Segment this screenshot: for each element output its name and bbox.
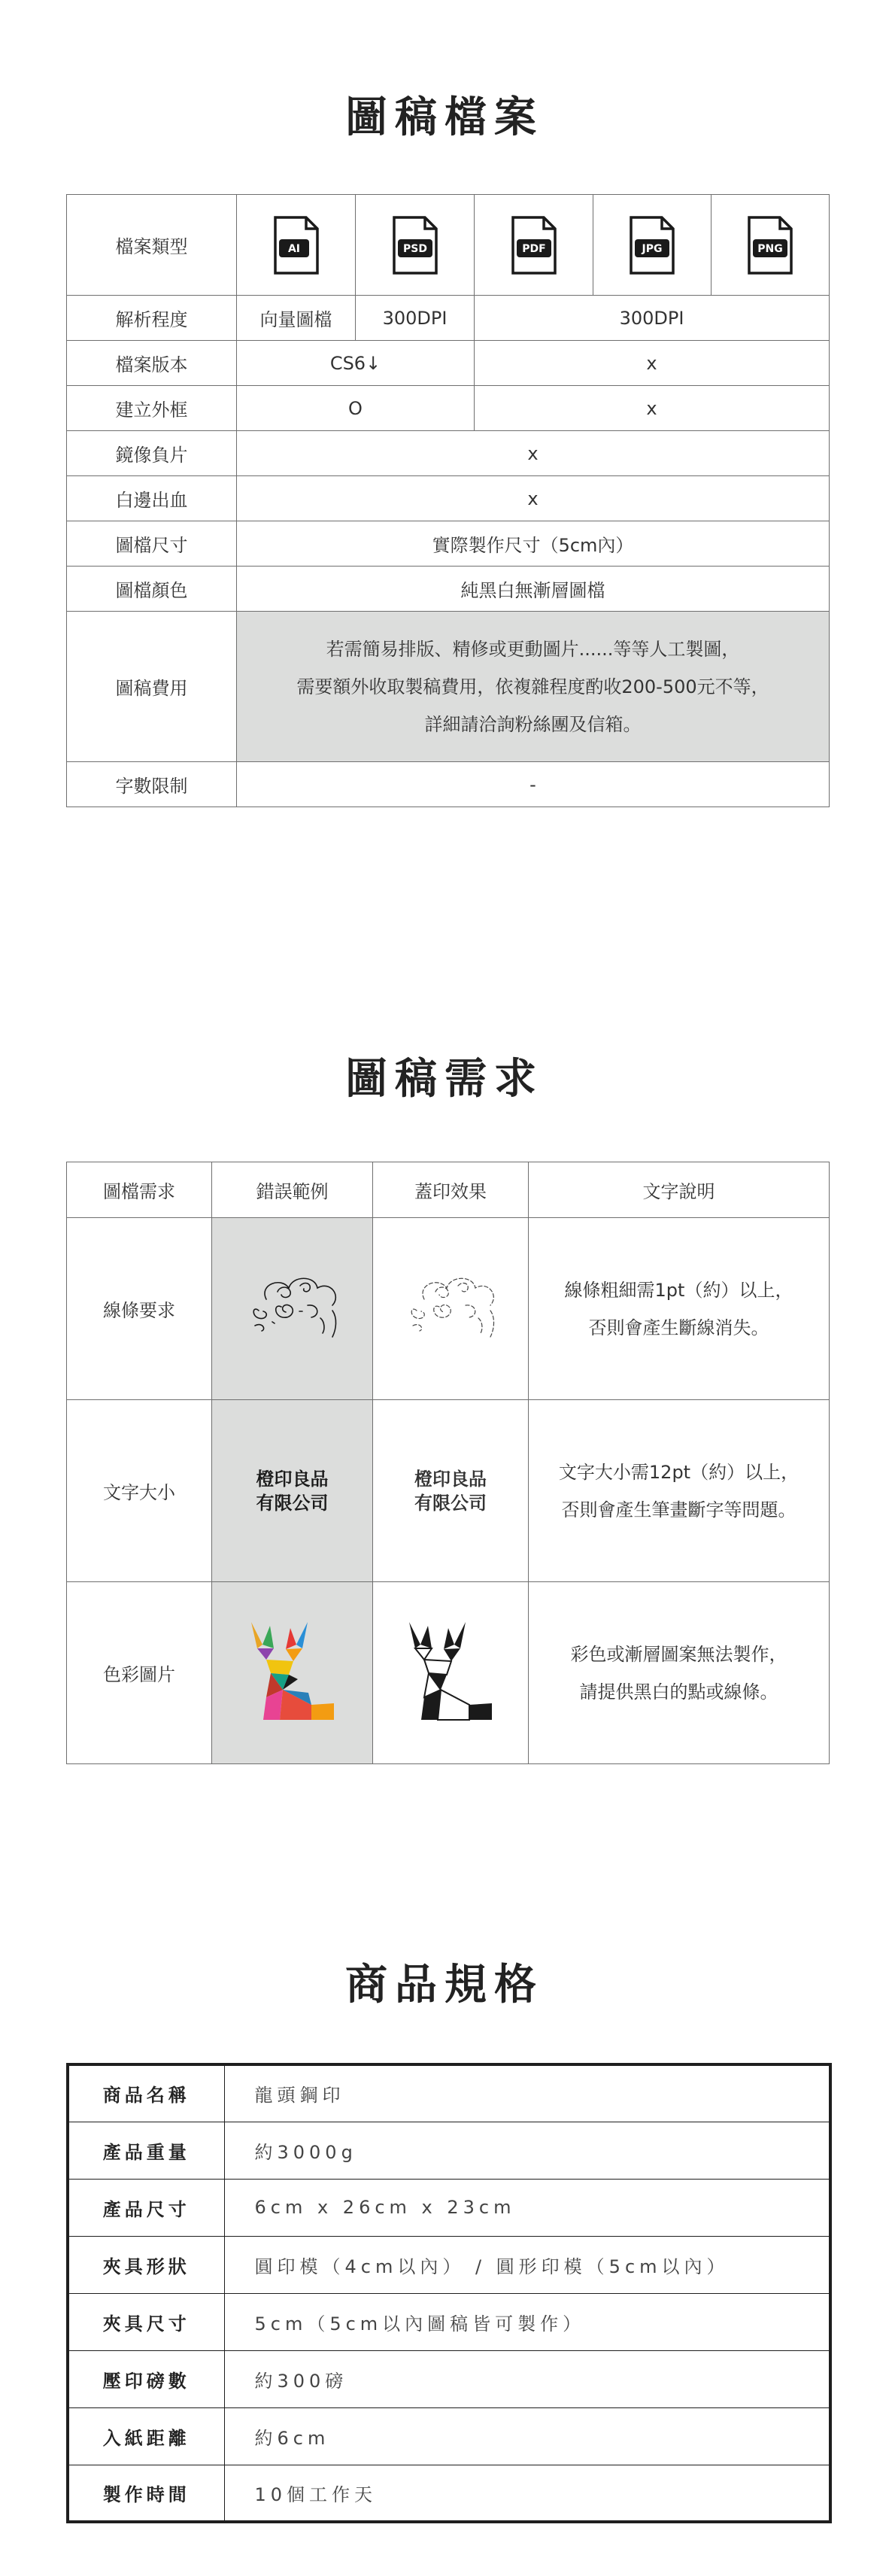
row-mirror (67, 431, 830, 476)
spec-key: 商品名稱 (68, 2064, 224, 2122)
requirements-header (67, 1162, 830, 1218)
row-color (67, 567, 830, 612)
requirements-table (66, 1162, 830, 1764)
fee-line-3: 詳細請洽詢粉絲團及信箱。 (424, 713, 642, 735)
mirror-value: x (237, 431, 830, 476)
requirement-desc-text (529, 1400, 830, 1582)
pdf-file-icon (511, 215, 557, 275)
black-deer-icon (394, 1615, 507, 1727)
label-outline: 建立外框 (67, 386, 237, 431)
spec-row (68, 2179, 830, 2236)
header-wrong-example: 錯誤範例 (212, 1162, 373, 1218)
psd-format-label: PSD (402, 242, 427, 255)
psd-file-icon (392, 215, 438, 275)
row-resolution (67, 296, 830, 341)
spec-section-title: 商品規格 (345, 1961, 544, 2009)
label-color: 圖檔顏色 (67, 567, 237, 612)
outline-ai-psd: O (237, 386, 475, 431)
spec-row (68, 2064, 830, 2122)
spec-key: 產品尺寸 (68, 2179, 224, 2236)
requirement-row-text (67, 1400, 830, 1582)
word-limit-value: - (237, 762, 830, 807)
colorful-deer-icon (236, 1615, 349, 1727)
row-size (67, 521, 830, 567)
pdf-format-label: PDF (521, 242, 546, 255)
requirement-label-color: 色彩圖片 (67, 1582, 212, 1764)
spec-row (68, 2236, 830, 2293)
spec-key: 夾具形狀 (68, 2236, 224, 2293)
cloud-line-stamp-icon (394, 1269, 507, 1344)
requirement-desc-lines-1: 線條粗細需1pt（約）以上， (564, 1279, 793, 1301)
fee-line-1: 若需簡易排版、精修或更動圖片......等等人工製圖， (326, 638, 740, 660)
label-version: 檔案版本 (67, 341, 237, 386)
png-format-label: PNG (757, 242, 783, 255)
spec-table (66, 2063, 832, 2523)
label-word-limit: 字數限制 (67, 762, 237, 807)
version-ai-psd: CS6↓ (237, 341, 475, 386)
resolution-psd: 300DPI (356, 296, 475, 341)
row-outline (67, 386, 830, 431)
spec-value: 圓印模（4cm以內） / 圓形印模（5cm以內） (224, 2236, 830, 2293)
label-size: 圖檔尺寸 (67, 521, 237, 567)
resolution-raster: 300DPI (475, 296, 830, 341)
label-fee: 圖稿費用 (67, 612, 237, 762)
size-value: 實際製作尺寸（5cm內） (237, 521, 830, 567)
bleed-value: x (237, 476, 830, 521)
requirement-label-lines: 線條要求 (67, 1218, 212, 1400)
ai-file-icon (273, 215, 320, 275)
requirement-desc-lines (529, 1218, 830, 1400)
spec-value: 龍頭鋼印 (224, 2064, 830, 2122)
spec-key: 壓印磅數 (68, 2350, 224, 2407)
ai-format-label: AI (287, 242, 300, 255)
requirement-label-text: 文字大小 (67, 1400, 212, 1582)
row-fee (67, 612, 830, 762)
text-wrong-example (212, 1400, 373, 1582)
spec-value: 約300磅 (224, 2350, 830, 2407)
files-table (66, 194, 830, 807)
label-file-type: 檔案類型 (67, 195, 237, 296)
stamp-seal-line-2: 有限公司 (414, 1491, 487, 1514)
fee-line-2: 需要額外收取製稿費用，依複雜程度酌收200-500元不等， (296, 676, 769, 697)
spec-row (68, 2350, 830, 2407)
requirement-desc-color (529, 1582, 830, 1764)
row-bleed (67, 476, 830, 521)
spec-value: 5cm（5cm以內圖稿皆可製作） (224, 2293, 830, 2350)
header-requirement: 圖檔需求 (67, 1162, 212, 1218)
fee-description (237, 612, 830, 762)
outline-other: x (475, 386, 830, 431)
row-file-type (67, 195, 830, 296)
spec-key: 夾具尺寸 (68, 2293, 224, 2350)
spec-row (68, 2407, 830, 2465)
requirement-row-lines (67, 1218, 830, 1400)
spec-row (68, 2293, 830, 2350)
version-other: x (475, 341, 830, 386)
spec-key: 入紙距離 (68, 2407, 224, 2465)
spec-key: 產品重量 (68, 2122, 224, 2179)
requirement-row-color (67, 1582, 830, 1764)
files-section-title: 圖稿檔案 (345, 93, 544, 142)
spec-row (68, 2465, 830, 2522)
stamp-seal-line-1: 橙印良品 (414, 1467, 487, 1490)
requirement-desc-lines-2: 否則會產生斷線消失。 (588, 1317, 769, 1338)
header-description: 文字說明 (529, 1162, 830, 1218)
wrong-seal-line-2: 有限公司 (256, 1491, 329, 1514)
wrong-seal-line-1: 橙印良品 (256, 1467, 329, 1490)
cloud-line-wrong-icon (236, 1269, 349, 1344)
label-mirror: 鏡像負片 (67, 431, 237, 476)
row-word-limit (67, 762, 830, 807)
header-stamp-effect: 蓋印效果 (373, 1162, 529, 1218)
jpg-format-label: JPG (642, 242, 663, 255)
label-bleed: 白邊出血 (67, 476, 237, 521)
text-stamp-effect (373, 1400, 529, 1582)
spec-row (68, 2122, 830, 2179)
requirement-desc-text-1: 文字大小需12pt（約）以上， (558, 1461, 799, 1483)
spec-value: 約6cm (224, 2407, 830, 2465)
spec-value: 6cm x 26cm x 23cm (224, 2179, 830, 2236)
resolution-vector: 向量圖檔 (237, 296, 356, 341)
requirements-section-title: 圖稿需求 (345, 1055, 544, 1104)
requirement-desc-color-2: 請提供黑白的點或線條。 (579, 1681, 778, 1703)
spec-value: 約3000g (224, 2122, 830, 2179)
label-resolution: 解析程度 (67, 296, 237, 341)
jpg-file-icon (629, 215, 675, 275)
requirement-desc-color-1: 彩色或漸層圖案無法製作， (570, 1643, 787, 1665)
requirement-desc-text-2: 否則會產生筆畫斷字等問題。 (561, 1499, 796, 1520)
png-file-icon (747, 215, 793, 275)
row-version (67, 341, 830, 386)
color-value: 純黑白無漸層圖檔 (237, 567, 830, 612)
spec-value: 10個工作天 (224, 2465, 830, 2522)
spec-key: 製作時間 (68, 2465, 224, 2522)
